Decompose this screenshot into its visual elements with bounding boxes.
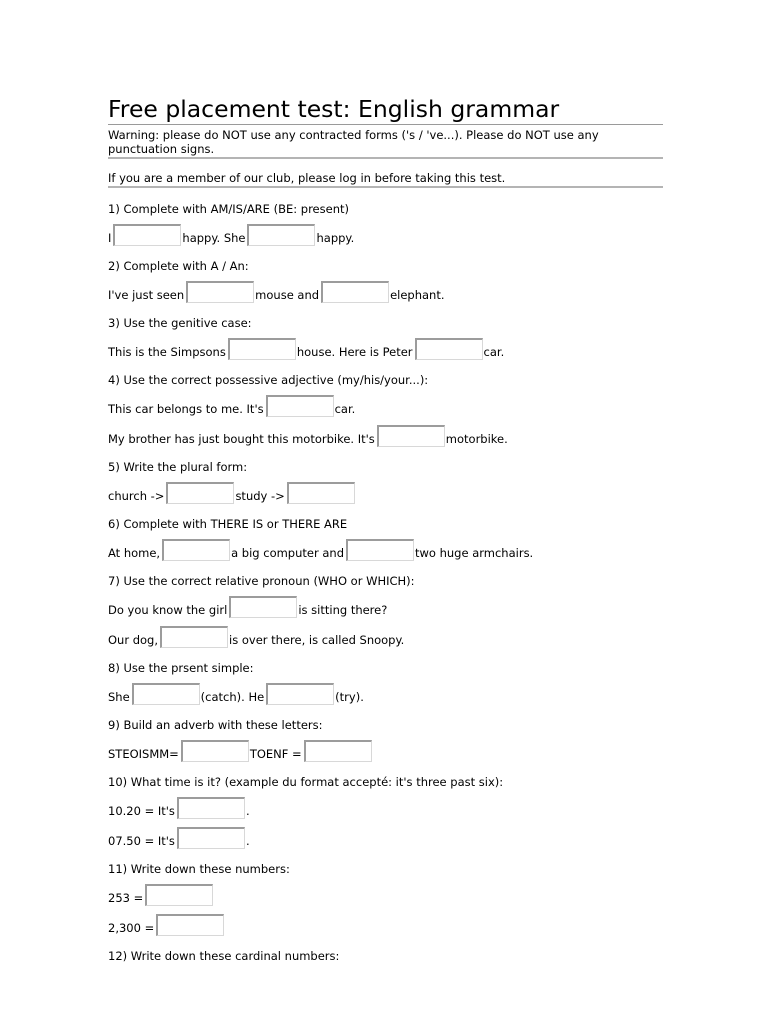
question-1	[108, 202, 663, 246]
sentence-text: mouse and	[255, 288, 320, 302]
answer-input-q2-1-1[interactable]	[186, 281, 254, 303]
question-title: 10) What time is it? (example du format accepté: it's three past six):	[108, 775, 504, 789]
question-line	[108, 683, 663, 705]
answer-input-q3-1-2[interactable]	[415, 338, 483, 360]
sentence-text: I've just seen	[108, 288, 185, 302]
answer-input-q3-1-1[interactable]	[228, 338, 296, 360]
sentence-text: is sitting there?	[298, 603, 388, 617]
answer-input-q4-1-1[interactable]	[266, 395, 334, 417]
sentence-text: This car belongs to me. It's	[108, 402, 264, 416]
sentence-text: (catch). He	[200, 690, 265, 704]
question-2	[108, 259, 663, 303]
sentence-text: two huge armchairs.	[415, 546, 534, 560]
question-title: 8) Use the prsent simple:	[108, 661, 254, 675]
sentence-text: happy. She	[182, 231, 246, 245]
question-line	[108, 596, 663, 618]
answer-input-q11-2-1[interactable]	[156, 914, 224, 936]
sentence-text: Do you know the girl	[108, 603, 228, 617]
question-line	[108, 914, 663, 936]
question-title: 11) Write down these numbers:	[108, 862, 290, 876]
answer-input-q5-1-2[interactable]	[287, 482, 355, 504]
question-title: 1) Complete with AM/IS/ARE (BE: present)	[108, 202, 349, 216]
question-line	[108, 425, 663, 447]
question-title: 9) Build an adverb with these letters:	[108, 718, 323, 732]
question-line	[108, 539, 663, 561]
member-login-note: If you are a member of our club, please log in before taking this test.	[108, 171, 506, 185]
sentence-text: I	[108, 231, 112, 245]
answer-input-q7-2-1[interactable]	[160, 626, 228, 648]
sentence-text: (try).	[335, 690, 364, 704]
question-title: 3) Use the genitive case:	[108, 316, 252, 330]
sentence-text: church ->	[108, 489, 165, 503]
sentence-text: car.	[334, 402, 356, 416]
answer-input-q2-1-2[interactable]	[321, 281, 389, 303]
question-8	[108, 661, 663, 705]
question-line	[108, 224, 663, 246]
answer-input-q8-1-2[interactable]	[266, 683, 334, 705]
question-line	[108, 626, 663, 648]
sentence-text: a big computer and	[231, 546, 344, 560]
question-5	[108, 460, 663, 504]
question-title: 2) Complete with A / An:	[108, 259, 249, 273]
question-line	[108, 482, 663, 504]
sentence-text: This is the Simpsons	[108, 345, 226, 359]
sentence-text: car.	[483, 345, 505, 359]
question-4	[108, 373, 663, 447]
answer-input-q9-1-1[interactable]	[181, 740, 249, 762]
sentence-text: My brother has just bought this motorbike. It's	[108, 432, 375, 446]
question-title: 12) Write down these cardinal numbers:	[108, 949, 340, 963]
sentence-text: 07.50 = It's	[108, 834, 175, 848]
question-line	[108, 797, 663, 819]
sentence-text: .	[245, 804, 250, 818]
answer-input-q9-1-2[interactable]	[304, 740, 372, 762]
answer-input-q10-2-1[interactable]	[177, 827, 245, 849]
answer-input-q5-1-1[interactable]	[166, 482, 234, 504]
sentence-text: 2,300 =	[108, 921, 155, 935]
answer-input-q1-1-1[interactable]	[113, 224, 181, 246]
sentence-text: Our dog,	[108, 633, 159, 647]
sentence-text: is over there, is called Snoopy.	[229, 633, 405, 647]
answer-input-q6-1-2[interactable]	[346, 539, 414, 561]
sentence-text: At home,	[108, 546, 161, 560]
question-line	[108, 827, 663, 849]
answer-input-q8-1-1[interactable]	[132, 683, 200, 705]
sentence-text: .	[245, 834, 250, 848]
sentence-text: happy.	[316, 231, 355, 245]
question-line	[108, 281, 663, 303]
question-line	[108, 395, 663, 417]
answer-input-q10-1-1[interactable]	[177, 797, 245, 819]
question-list	[108, 188, 663, 963]
question-line	[108, 884, 663, 906]
question-line	[108, 338, 663, 360]
answer-input-q1-1-2[interactable]	[247, 224, 315, 246]
question-10	[108, 775, 663, 849]
question-3	[108, 316, 663, 360]
question-title: 4) Use the correct possessive adjective (my/his/your...):	[108, 373, 429, 387]
question-9	[108, 718, 663, 762]
answer-input-q6-1-1[interactable]	[162, 539, 230, 561]
question-title: 7) Use the correct relative pronoun (WHO or WHICH):	[108, 574, 415, 588]
question-12	[108, 949, 663, 963]
sentence-text: study ->	[235, 489, 285, 503]
sentence-text: 253 =	[108, 891, 144, 905]
answer-input-q7-1-1[interactable]	[229, 596, 297, 618]
sentence-text: TOENF =	[249, 747, 302, 761]
sentence-text: elephant.	[390, 288, 445, 302]
sentence-text: house. Here is Peter	[296, 345, 413, 359]
sentence-text: She	[108, 690, 130, 704]
placement-test-page	[108, 94, 663, 976]
question-line	[108, 740, 663, 762]
sentence-text: STEOISMM=	[108, 747, 179, 761]
question-6	[108, 517, 663, 561]
question-title: 5) Write the plural form:	[108, 460, 248, 474]
sentence-text: motorbike.	[445, 432, 508, 446]
answer-input-q4-2-1[interactable]	[377, 425, 445, 447]
answer-input-q11-1-1[interactable]	[145, 884, 213, 906]
question-title: 6) Complete with THERE IS or THERE ARE	[108, 517, 348, 531]
question-11	[108, 862, 663, 936]
sentence-text: 10.20 = It's	[108, 804, 175, 818]
question-7	[108, 574, 663, 648]
page-title: Free placement test: English grammar	[108, 94, 663, 125]
warning-note: Warning: please do NOT use any contracted forms ('s / 've...). Please do NOT use any punctuation signs.	[108, 128, 599, 156]
